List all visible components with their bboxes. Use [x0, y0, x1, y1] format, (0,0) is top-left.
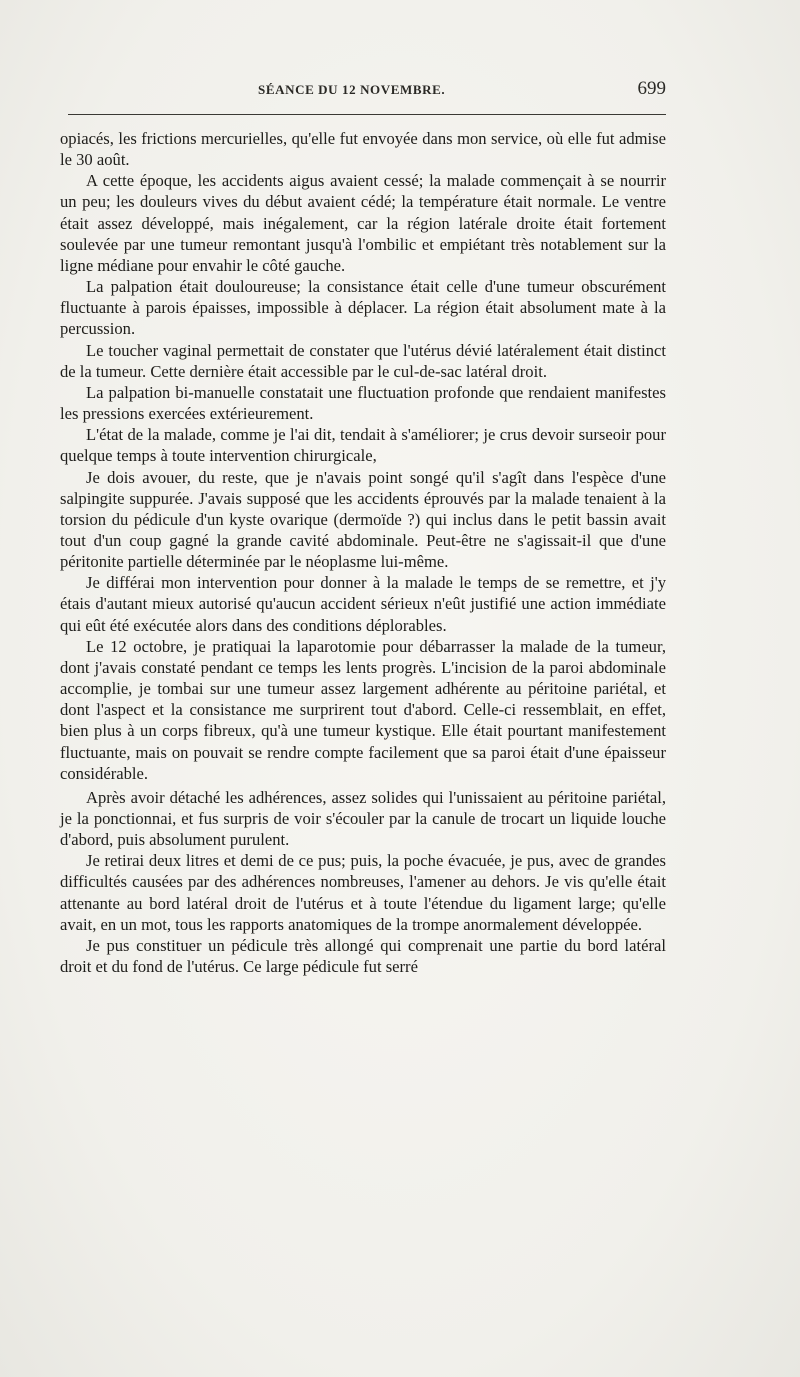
paragraph: La palpation était douloureuse; la consistance était celle d'une tumeur obscurément fluctuante à parois épaisses, impossible à déplacer. La région était absolument mate à la percussion.: [60, 277, 666, 339]
running-title: SÉANCE DU 12 NOVEMBRE.: [258, 82, 446, 97]
paragraph: opiacés, les frictions mercurielles, qu'elle fut envoyée dans mon service, où elle fut admise le 30 août.: [60, 129, 666, 170]
paragraph: Je retirai deux litres et demi de ce pus; puis, la poche évacuée, je pus, avec de grandes difficultés causées par des adhérences nombreuses, l'amener au dehors. Je vis qu'elle était attenante au bord latéral droit de l'utérus et à toute l'étendue du ligament large; qu'elle avait, en un mot, tous les rapports anatomiques de la trompe anormalement développée.: [60, 851, 666, 934]
paragraph: Je dois avouer, du reste, que je n'avais point songé qu'il s'agît dans l'espèce d'une salpingite suppurée. J'avais supposé que les accidents éprouvés par la malade tenaient à la torsion du pédicule d'un kyste ovarique (dermoïde ?) qui inclus dans le petit bassin avait tout d'un coup gagné la grande cavité abdominale. Peut-être ne s'agissait-il que d'une péritonite partielle déterminée par le néoplasme lui-même.: [60, 467, 666, 572]
page-number: 699: [637, 78, 666, 99]
paragraph: Je pus constituer un pédicule très allongé qui comprenait une partie du bord latéral droit et du fond de l'utérus. Ce large pédicule fut serré: [60, 935, 666, 977]
paragraph: Je différai mon intervention pour donner à la malade le temps de se remettre, et j'y étais d'autant mieux autorisé qu'aucun accident sérieux n'eût justifié une action immédiate qui eût été exécutée alors dans des conditions déplorables.: [60, 573, 666, 635]
paragraph: L'état de la malade, comme je l'ai dit, tendait à s'améliorer; je crus devoir surseoir pour quelque temps à toute intervention chirurgicale,: [60, 425, 666, 466]
paragraph: Après avoir détaché les adhérences, assez solides qui l'unissaient au péritoine pariétal, je la ponctionnai, et fus surpris de voir s'écouler par la canule de trocart un liquide louche d'abord, puis absolument purulent.: [60, 787, 666, 850]
paragraph: La palpation bi-manuelle constatait une fluctuation profonde que rendaient manifestes les pressions exercées extérieurement.: [60, 382, 666, 424]
paragraph: Le toucher vaginal permettait de constater que l'utérus dévié latéralement était distinct de la tumeur. Cette dernière était accessible par le cul-de-sac latéral droit.: [60, 340, 666, 381]
body-text: [60, 128, 666, 977]
paragraph: Le 12 octobre, je pratiquai la laparotomie pour débarrasser la malade de la tumeur, dont j'avais constaté pendant ce temps les lents progrès. L'incision de la paroi abdominale accomplie, je tombai sur une tumeur assez largement adhérente au péritoine pariétal, et dont l'aspect et la consistance me surprirent tout d'abord. Celle-ci ressemblait, en effet, bien plus à un corps fibreux, qu'à une tumeur kystique. Elle était pourtant manifestement fluctuante, mais on pouvait se rendre compte facilement que sa paroi était d'une épaisseur considérable.: [60, 636, 666, 783]
page-header: [58, 78, 668, 102]
header-rule: [68, 114, 666, 115]
paragraph: A cette époque, les accidents aigus avaient cessé; la malade commençait à se nourrir un peu; les douleurs vives du début avaient cédé; la température était normale. Le ventre était assez développé, mais inégalement, car la région latérale droite était fortement soulevée par une tumeur remontant jusqu'à l'ombilic et empiétant très notablement sur la ligne médiane pour envahir le côté gauche.: [60, 171, 666, 275]
